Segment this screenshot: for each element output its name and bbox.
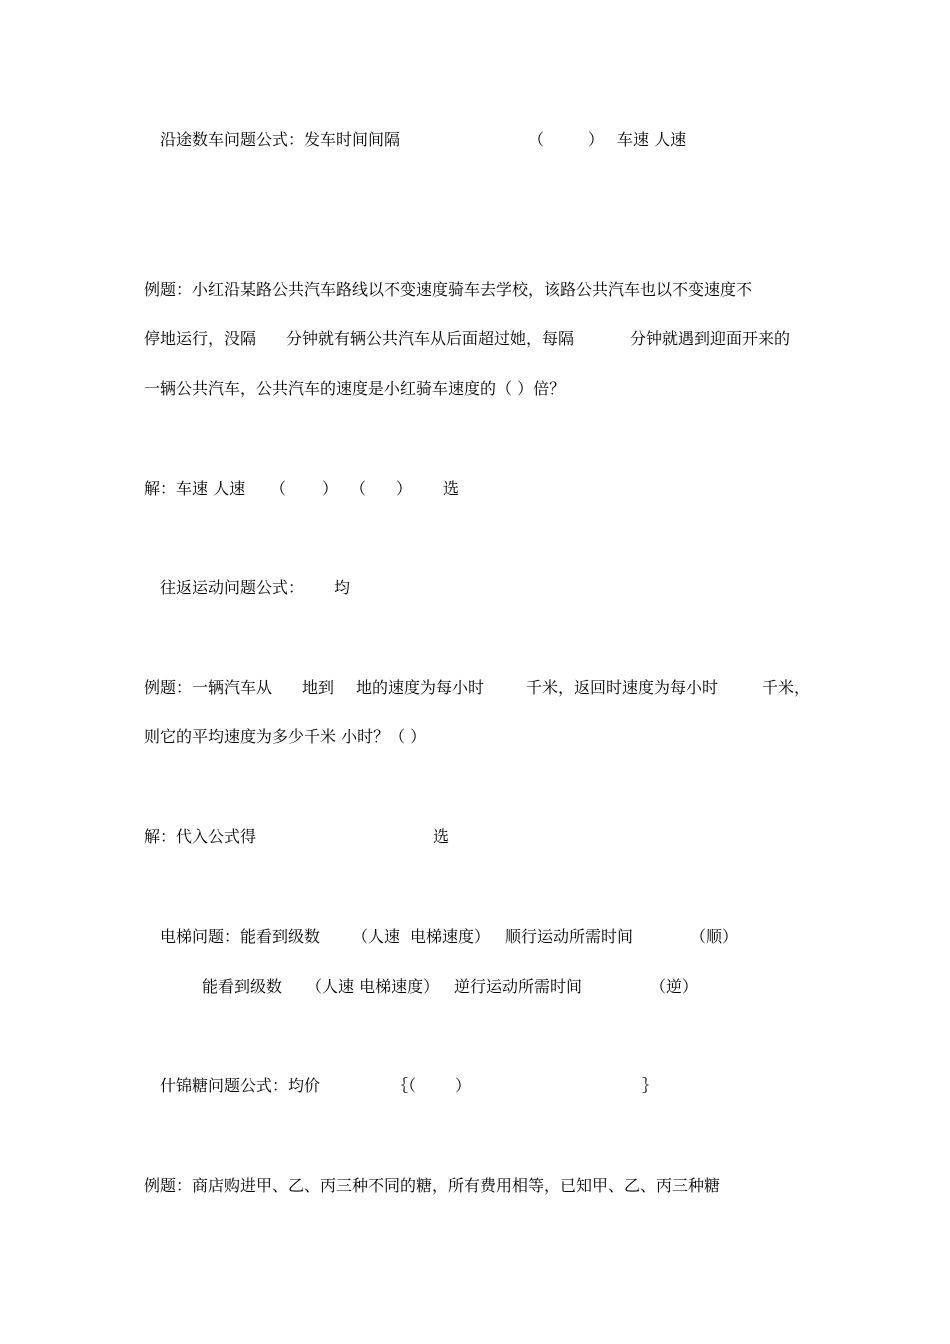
formula-round-trip-label: 往返运动问题公式： — [160, 578, 305, 597]
solution-2-choice: 选 — [433, 827, 450, 846]
solution-1-choice: 选 — [443, 479, 460, 498]
example-2-line-2: 则它的平均速度为多少千米 小时？（ ） — [144, 727, 427, 746]
example-1-line-2-c: 分钟就遇到迎面开来的 — [630, 329, 791, 348]
formula-elevator-label: 电梯问题：能看到级数 — [160, 927, 321, 946]
formula-bus-counting-label: 沿途数车问题公式：发车时间间隔 — [160, 130, 401, 149]
formula-bus-counting-paren-open: （ — [528, 130, 545, 149]
example-3-line-1: 例题：商店购进甲、乙、丙三种不同的糖，所有费用相等，已知甲、乙、丙三种糖 — [144, 1176, 721, 1195]
example-2-line-1-e: 千米， — [762, 678, 811, 697]
formula-elevator-person-speed: （人速 — [352, 927, 401, 946]
formula-elevator-with-tag: （顺） — [690, 927, 739, 946]
example-2-line-1-b: 地到 — [302, 678, 335, 697]
example-1-line-3: 一辆公共汽车，公共汽车的速度是小红骑车速度的（ ）倍？ — [144, 379, 566, 398]
formula-elevator-2-time-against: 逆行运动所需时间 — [454, 977, 583, 996]
solution-1-label: 解：车速 人速 — [144, 479, 246, 498]
solution-1-paren-1-close: ） — [322, 479, 339, 498]
example-1-line-1: 例题：小红沿某路公共汽车路线以不变速度骑车去学校，该路公共汽车也以不变速度不 — [144, 280, 753, 299]
formula-candy-label: 什锦糖问题公式：均价 — [160, 1076, 321, 1095]
solution-1-paren-1-open: （ — [270, 479, 287, 498]
example-1-line-2-b: 分钟就有辆公共汽车从后面超过她，每隔 — [286, 329, 575, 348]
solution-1-paren-2-open: （ — [350, 479, 367, 498]
formula-candy-paren-close: ） — [455, 1076, 472, 1095]
formula-elevator-2-against-tag: （逆） — [650, 977, 699, 996]
example-2-line-1-d: 千米，返回时速度为每小时 — [526, 678, 719, 697]
example-2-line-1-c: 地的速度为每小时 — [356, 678, 485, 697]
formula-elevator-elevator-speed: 电梯速度） — [410, 927, 491, 946]
formula-elevator-2-speeds: （人速 电梯速度） — [306, 977, 440, 996]
formula-candy-brace-close: ｝ — [642, 1076, 659, 1095]
formula-elevator-time-with: 顺行运动所需时间 — [505, 927, 634, 946]
solution-2-label: 解：代入公式得 — [144, 827, 257, 846]
solution-1-paren-2-close: ） — [396, 479, 413, 498]
formula-elevator-2-label: 能看到级数 — [202, 977, 283, 996]
formula-bus-counting-paren-close: ） — [588, 130, 605, 149]
formula-bus-counting-speeds: 车速 人速 — [617, 130, 687, 149]
formula-round-trip-avg: 均 — [334, 578, 351, 597]
formula-candy-brace-open: ｛（ — [392, 1076, 417, 1095]
example-2-line-1-a: 例题：一辆汽车从 — [144, 678, 273, 697]
example-1-line-2-a: 停地运行，没隔 — [144, 329, 257, 348]
